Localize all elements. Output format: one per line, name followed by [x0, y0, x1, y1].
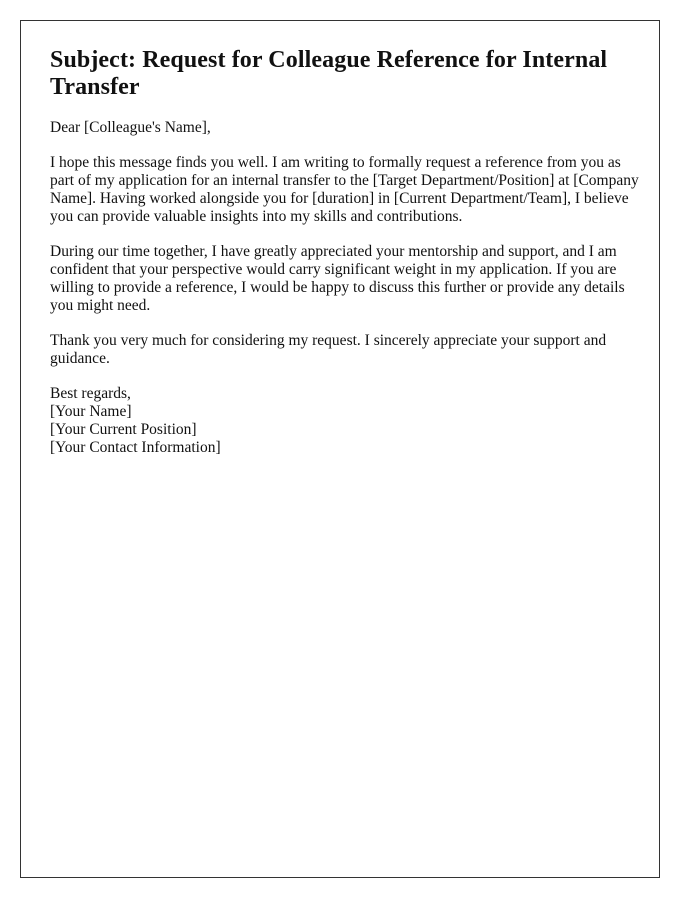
letter-paragraph-appreciation: During our time together, I have greatly appreciated your mentorship and support, and I am confident that your perspective would carry significant weight in my application. If you are willing to provide a reference, I would be happy to discuss this further or provide any details you might need. — [50, 243, 625, 314]
signature-name: [Your Name] — [50, 403, 132, 420]
letter-subject: Subject: Request for Colleague Reference for Internal Transfer — [50, 47, 608, 100]
letter-greeting: Dear [Colleague's Name], — [50, 119, 211, 136]
letter-closing: Best regards, — [50, 385, 131, 402]
letter-signature-block — [50, 385, 640, 457]
signature-position: [Your Current Position] — [50, 421, 197, 438]
letter-paragraph-thanks: Thank you very much for considering my request. I sincerely appreciate your support and guidance. — [50, 332, 607, 367]
signature-contact: [Your Contact Information] — [50, 439, 221, 456]
letter-paragraph-intro: I hope this message finds you well. I am writing to formally request a reference from you as part of my application for an internal transfer to the [Target Department/Position] at [Company Name]. Having worked alongside you for [duration] in [Current Department/Team], I believe you can provide valuable insights into my skills and contributions. — [50, 154, 639, 225]
letter-page — [20, 20, 660, 878]
letter-body — [50, 47, 640, 457]
